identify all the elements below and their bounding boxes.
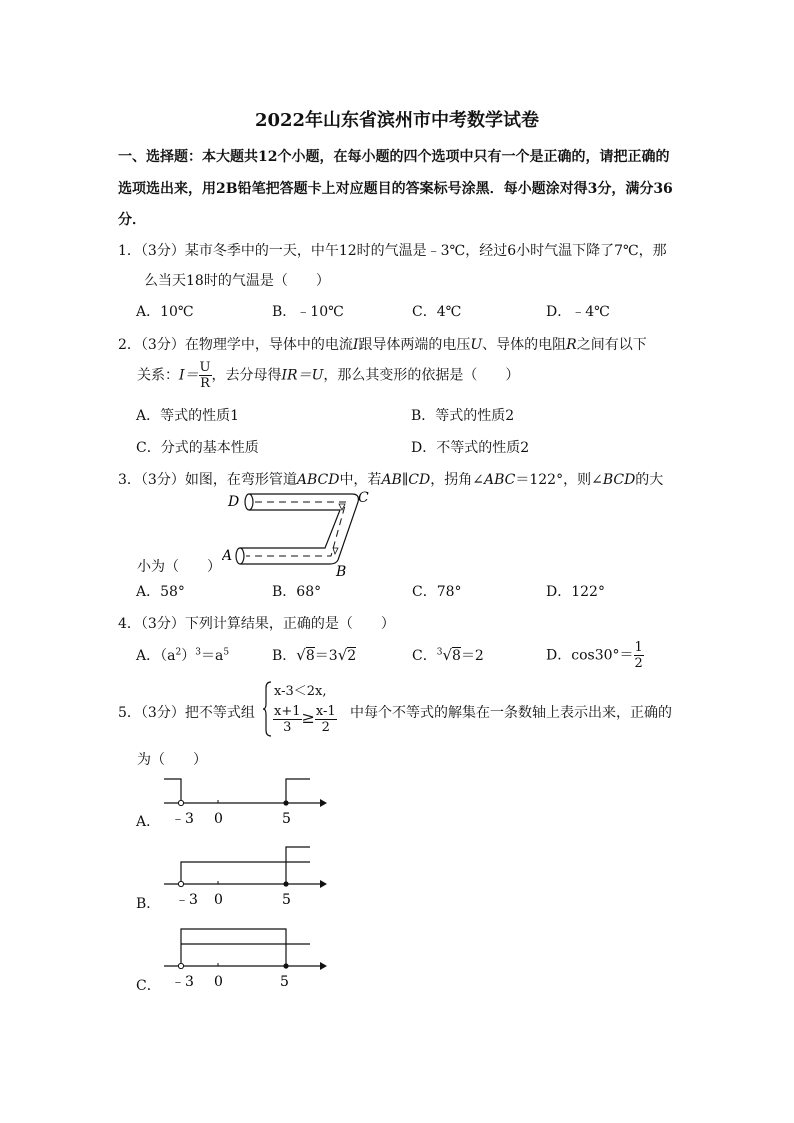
svg-text:0: 0 — [214, 974, 223, 990]
section-heading-line3: 分． — [118, 212, 146, 228]
section-heading-line2: 选项选出来，用2B铅笔把答题卡上对应题目的答案标号涂黑．每小题涂对得3分，满分36 — [118, 181, 673, 197]
pipe-inner-edge — [240, 510, 340, 548]
page-title: 2022年山东省滨州市中考数学试卷 — [254, 110, 540, 131]
q4-option-c[interactable]: C．$^3$√8＝2 — [412, 646, 484, 664]
q2-fraction: $\frac{U}{R}$ — [199, 360, 211, 391]
q5-brace — [262, 680, 272, 738]
q2-option-a[interactable]: A．等式的性质1 — [136, 408, 240, 424]
label-a: A — [222, 548, 233, 564]
q1-stem-line1: 1．（3分）某市冬季中的一天，中午12时的气温是﹣3℃，经过6小时气温下降了7℃，那 — [118, 243, 667, 259]
q5-option-b-numberline[interactable] — [160, 842, 340, 908]
q5-stem-post: 中每个不等式的解集在一条数轴上表示出来，正确的 — [350, 705, 672, 721]
q3-stem-line1: 3．（3分）如图，在弯形管道ABCD中，若AB∥CD，拐角∠ABC＝122°，则∠BCD的大 — [118, 472, 664, 488]
svg-text:﹣3: ﹣3 — [171, 974, 194, 990]
q3-option-d[interactable]: D．122° — [546, 584, 605, 600]
svg-text:0: 0 — [214, 811, 223, 827]
section-heading-line1: 一、选择题：本大题共12个小题，在每小题的四个选项中只有一个是正确的，请把正确的 — [118, 149, 670, 165]
pipe-end-a — [236, 548, 244, 564]
svg-text:5: 5 — [282, 892, 291, 908]
label-c: C — [358, 490, 369, 506]
q3-stem-line2: 小为（ ） — [137, 559, 221, 575]
q3-pipe-figure — [222, 486, 382, 578]
q2-stem-line2: 关系：I＝ $\frac{U}{R}$ ，去分母得IR＝U，那么其变形的依据是（ ） — [137, 360, 520, 391]
q5-stem-pre: 5．（3分）把不等式组 — [118, 705, 255, 721]
q1-option-a[interactable]: A．10℃ — [136, 304, 194, 320]
q1-option-d[interactable]: D．﹣4℃ — [546, 304, 610, 320]
pipe-outer-edge — [240, 494, 358, 564]
label-d: D — [228, 494, 240, 510]
svg-text:﹣3: ﹣3 — [175, 892, 198, 908]
q3-option-b[interactable]: B．68° — [272, 584, 322, 600]
q1-option-c[interactable]: C．4℃ — [412, 304, 462, 320]
q4-option-b[interactable]: B．√8＝3√2 — [272, 646, 357, 664]
q5-option-a-label[interactable]: A． — [136, 814, 161, 830]
q5-option-a-numberline[interactable] — [160, 775, 340, 827]
q4-option-d[interactable]: D．cos30°＝ $\frac{1}{2}$ — [546, 640, 643, 671]
svg-text:0: 0 — [214, 892, 223, 908]
label-b: B — [336, 564, 347, 578]
q4-d-fraction: $\frac{1}{2}$ — [634, 640, 643, 671]
q3-option-a[interactable]: A．58° — [136, 584, 185, 600]
q5-inequality-1: x-3＜2x, — [274, 684, 327, 699]
q3-option-c[interactable]: C．78° — [412, 584, 462, 600]
q1-stem-line2: 么当天18时的气温是（ ） — [144, 273, 330, 289]
pipe-end-d — [245, 494, 253, 510]
q2-stem-line1: 2．（3分）在物理学中，导体中的电流I跟导体两端的电压U、导体的电阻R之间有以下 — [118, 337, 647, 353]
q5-option-c-numberline[interactable] — [160, 924, 340, 990]
q1-option-b[interactable]: B．﹣10℃ — [272, 304, 344, 320]
arrow-b — [333, 548, 338, 554]
svg-text:﹣3: ﹣3 — [171, 811, 194, 827]
q5-inequality-2: $\frac{x+1}{3}$ ≥ $\frac{x-1}{2}$ — [274, 704, 336, 735]
q5-stem-line2: 为（ ） — [137, 752, 207, 768]
q4-stem: 4．（3分）下列计算结果，正确的是（ ） — [118, 616, 395, 632]
q2-option-c[interactable]: C．分式的基本性质 — [136, 440, 259, 456]
q2-option-b[interactable]: B．等式的性质2 — [411, 408, 515, 424]
svg-text:5: 5 — [280, 974, 289, 990]
svg-text:5: 5 — [282, 811, 291, 827]
q4-option-a[interactable]: A．$(a^2)^3=a^5$ — [136, 647, 230, 664]
q5-option-b-label[interactable]: B． — [136, 896, 161, 912]
q5-option-c-label[interactable]: C． — [136, 978, 161, 994]
q2-option-d[interactable]: D．不等式的性质2 — [411, 440, 530, 456]
